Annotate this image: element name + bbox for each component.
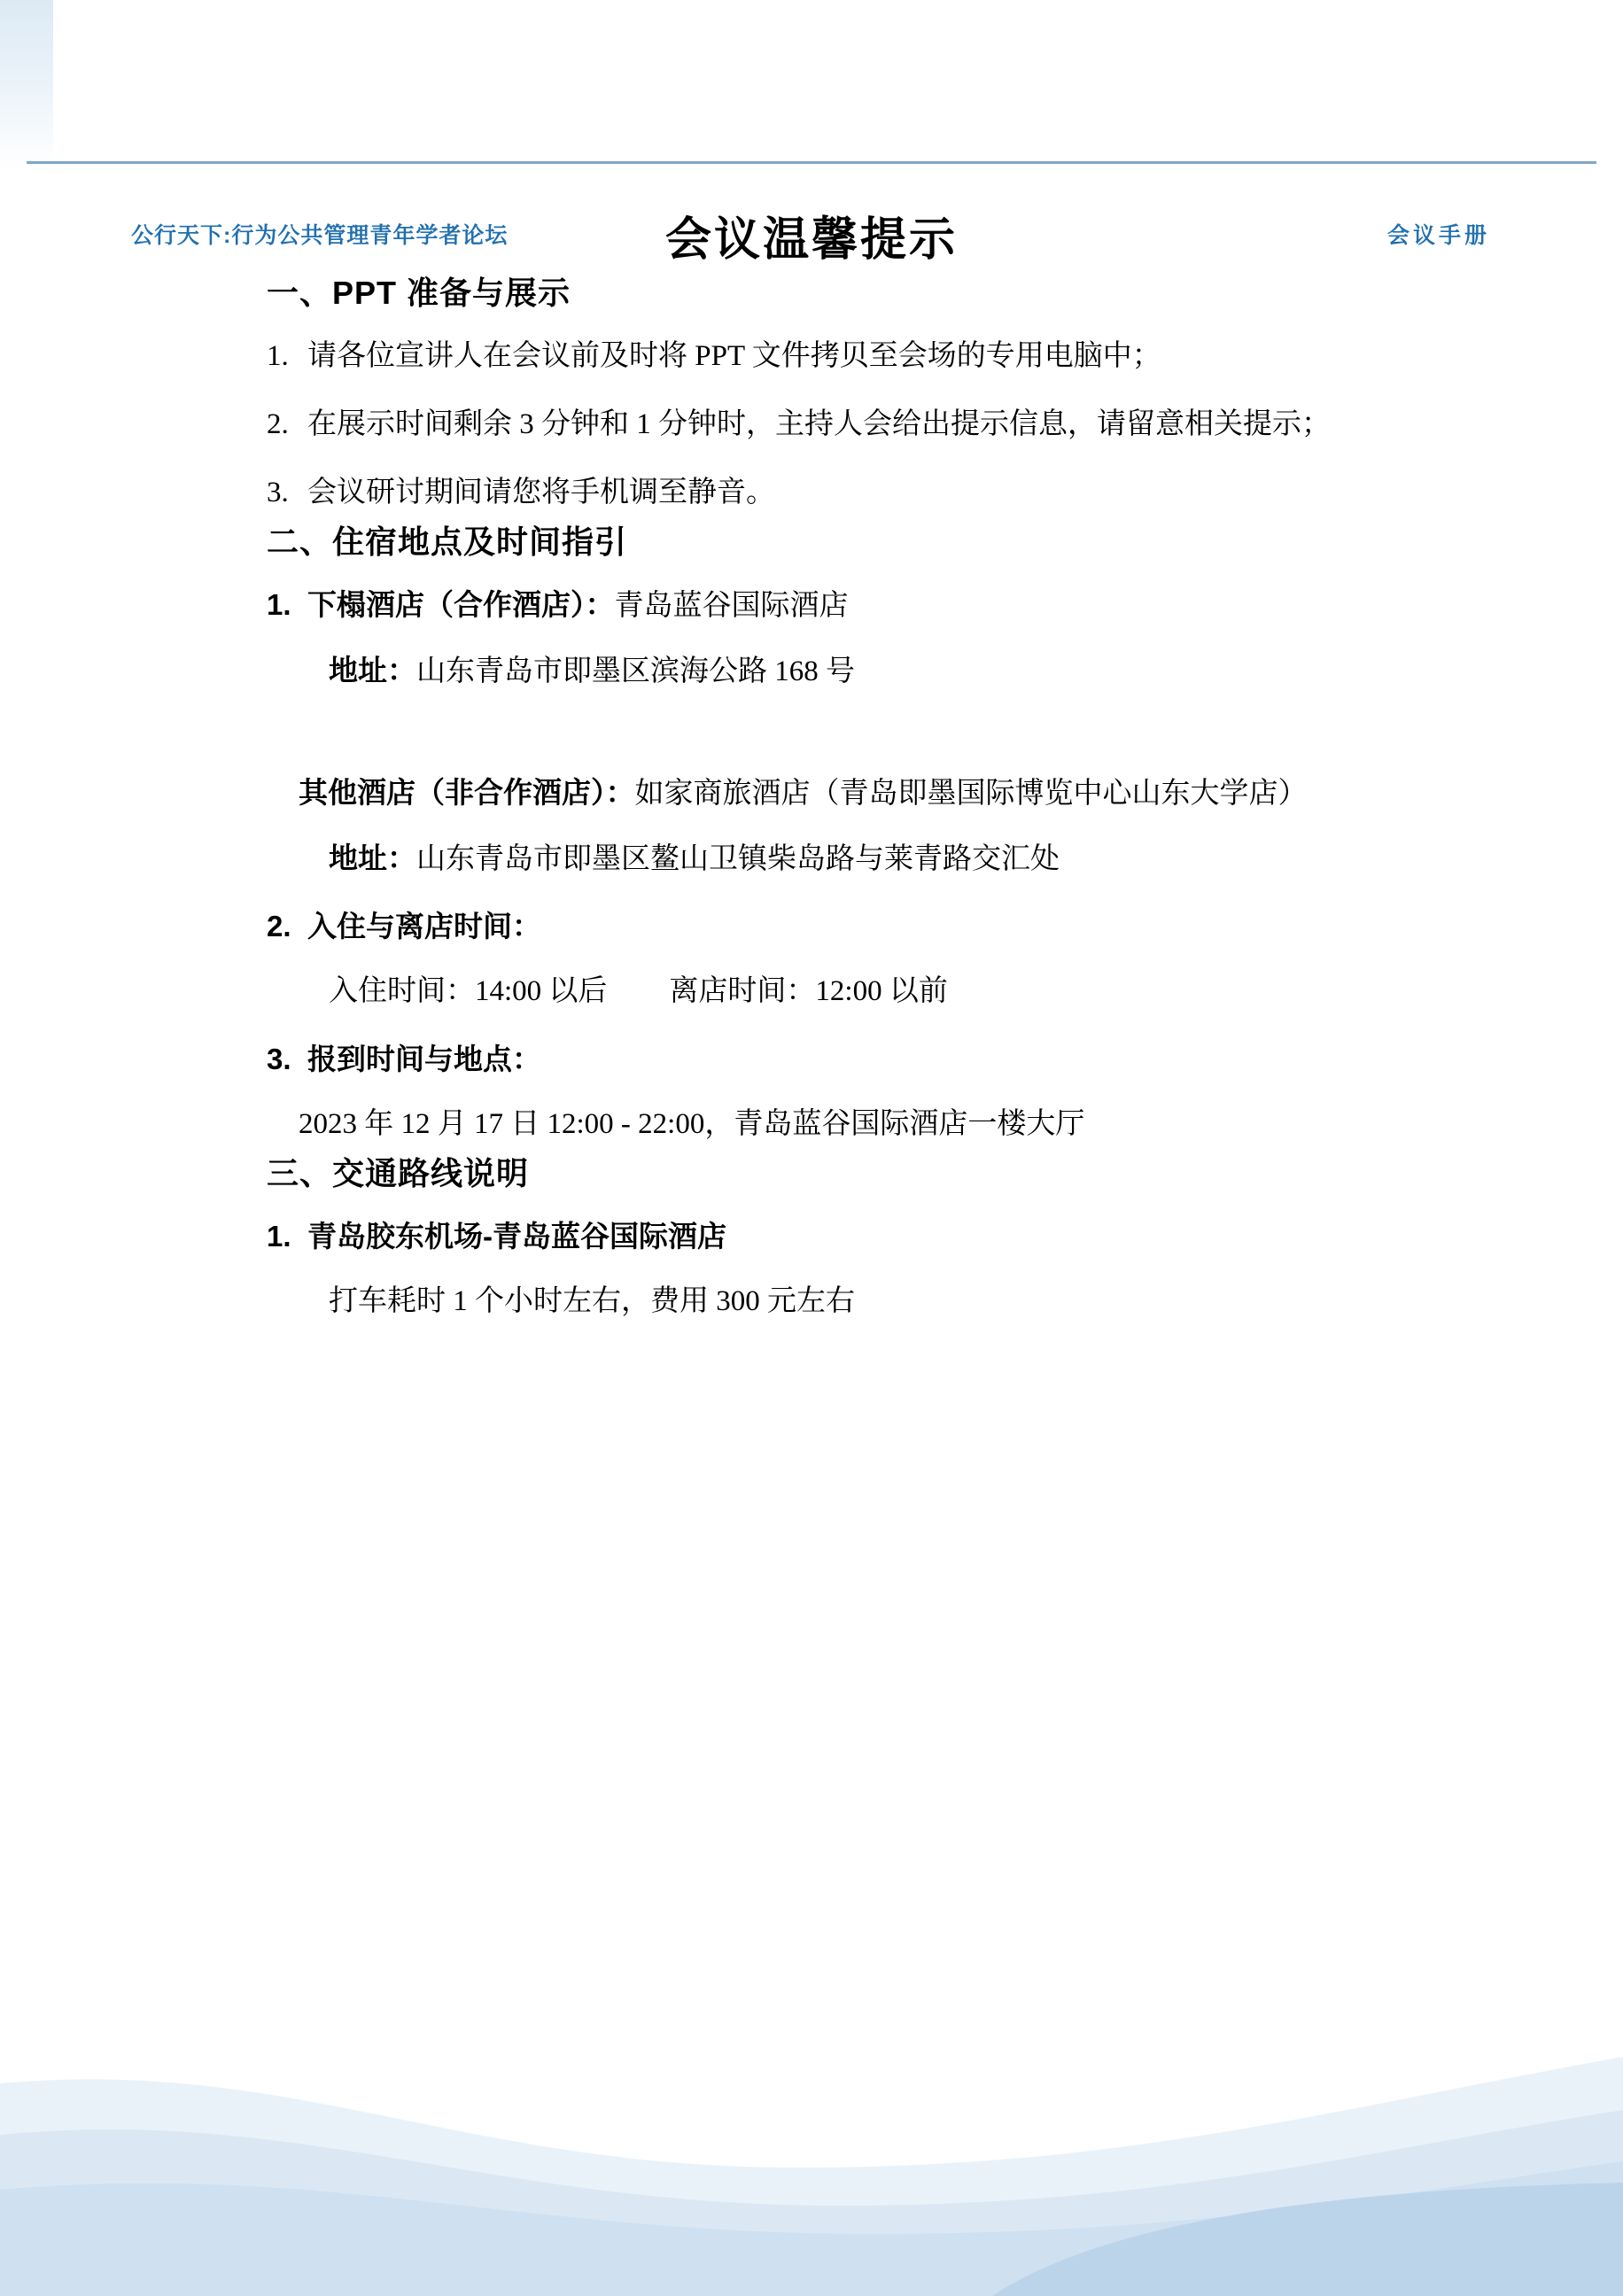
checkin-time: 入住时间：14:00 以后 (329, 975, 608, 1007)
checkin-checkout-times (267, 966, 1489, 1017)
hotel-other-label: 其他酒店（非合作酒店）： (299, 775, 635, 809)
document-content (134, 268, 1489, 1327)
list-item (267, 468, 1489, 518)
hotel-partner-label: 下榻酒店（合作酒店）： (307, 588, 615, 622)
registration-details: 2023 年 12 月 17 日 12:00 - 22:00，青岛蓝谷国际酒店一楼大厅 (299, 1107, 1085, 1140)
list-item-text: 请各位宣讲人在会议前及时将 PPT 文件拷贝至会场的专用电脑中； (307, 340, 1161, 372)
list-item (267, 331, 1489, 382)
hotel-partner-value: 青岛蓝谷国际酒店 (614, 590, 849, 623)
list-item-number: 1. (267, 588, 291, 622)
list-item (267, 399, 1489, 450)
address-label: 地址： (329, 654, 416, 686)
list-item (267, 1035, 1489, 1085)
list-item-number: 2. (267, 407, 289, 440)
block-spacer (267, 697, 1489, 754)
section-heading-ppt: 一、PPT 准备与展示 (267, 275, 571, 311)
list-item-number: 3. (267, 476, 289, 508)
route-details: 打车耗时 1 个小时左右，费用 300 元左右 (329, 1285, 855, 1317)
page-decoration-bottom-wave (0, 1924, 1623, 2296)
list-item-number: 3. (267, 1042, 291, 1075)
page-title: 会议温馨提示 (664, 214, 958, 266)
section-heading-transport: 三、交通路线说明 (267, 1155, 530, 1192)
hotel-other-line (267, 768, 1489, 819)
hotel-other-address-line (267, 834, 1489, 885)
hotel-other-value: 如家商旅酒店（青岛即墨国际博览中心山东大学店） (634, 777, 1308, 810)
route-label: 青岛胶东机场-青岛蓝谷国际酒店 (307, 1220, 726, 1253)
list-item-number: 1. (267, 340, 289, 372)
list-item (267, 580, 1489, 632)
list-item-number: 1. (267, 1220, 291, 1253)
list-item-text: 会议研讨期间请您将手机调至静音。 (307, 476, 775, 508)
address-label: 地址： (329, 841, 416, 874)
list-item-number: 2. (267, 910, 291, 943)
checkout-time: 离店时间：12:00 以前 (669, 975, 948, 1007)
list-item (267, 902, 1489, 952)
checkin-checkout-label: 入住与离店时间： (307, 910, 541, 943)
list-item (267, 1212, 1489, 1262)
header-handbook-label: 会议手册 (1386, 223, 1490, 248)
address-value: 山东青岛市即墨区鳌山卫镇柴岛路与莱青路交汇处 (416, 842, 1060, 875)
registration-label: 报到时间与地点： (307, 1042, 541, 1075)
address-value: 山东青岛市即墨区滨海公路 168 号 (416, 655, 855, 687)
header-forum-name: 公行天下:行为公共管理青年学者论坛 (131, 223, 509, 248)
hotel-partner-address-line (267, 646, 1489, 697)
list-item-text: 在展示时间剩余 3 分钟和 1 分钟时，主持人会给出提示信息，请留意相关提示； (307, 407, 1331, 440)
section-heading-accommodation: 二、住宿地点及时间指引 (267, 524, 628, 561)
